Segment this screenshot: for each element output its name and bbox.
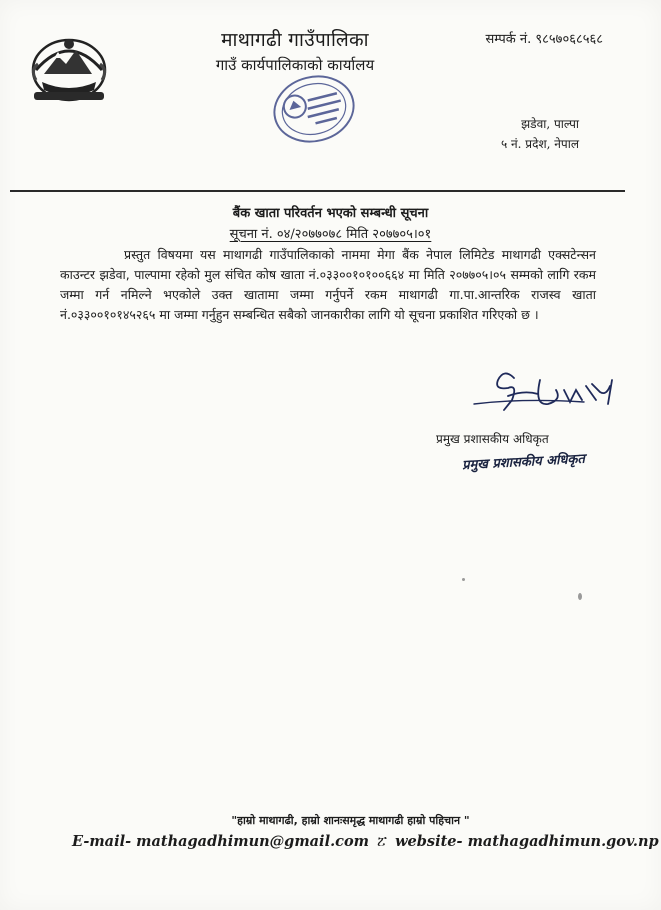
header-divider (10, 190, 625, 192)
paper-speck (462, 578, 465, 581)
signatory-title: प्रमुख प्रशासकीय अधिकृत (436, 432, 549, 446)
footer-email: E-mail- mathagadhimun@gmail.com (72, 833, 369, 850)
address-line-2: ५ नं. प्रदेश, नेपाल (500, 137, 579, 151)
footer-contacts (72, 833, 659, 850)
notice-reference (0, 224, 661, 242)
footer-slogan: "हाम्रो माथागढी, हाम्रो शानःसमृद्ध माथागढी हाम्रो पहिचान " (231, 814, 470, 827)
office-name: गाउँ कार्यपालिकाको कार्यालय (215, 56, 375, 74)
office-stamp-icon (266, 68, 362, 150)
contact-number: सम्पर्क नं. ९८५७०६८५६८ (485, 32, 603, 47)
handwritten-signature-icon (464, 360, 624, 420)
footer-website: website- mathagadhimun.gov.np (395, 833, 659, 850)
address-line-1: झडेवा, पाल्पा (521, 117, 579, 131)
notice-reference-text: सूचना नं. ०४/२०७७०७८ मिति २०७७०५।०१ (229, 227, 432, 242)
notice-subject: बैंक खाता परिवर्तन भएको सम्बन्धी सूचना (232, 206, 429, 221)
notice-body: प्रस्तुत विषयमा यस माथागढी गाउँपालिकाको नाममा मेगा बैंक नेपाल लिमिटेड माथागढी एक्सटेन्सन काउन्टर झडेवा, पाल्पामा रहेको मुल संचित कोष खाता नं.०३३००१०१००६६४ मा मिति २०७७०५।०५ सम्मको लागि रकम जम्मा गर्न नमिल्ने भएकोले उक्त खातामा जम्मा गर्नुपर्ने रकम माथागढी गा.पा.आन्तरिक राजस्व खाता नं.०३३००१०१४५२६५ मा जम्मा गर्नुहुन सम्बन्धित सबैको जानकारीका लागि यो सूचना प्रकाशित गरिएको छ । (60, 247, 596, 322)
paper-speck (578, 593, 582, 600)
org-name: माथागढी गाउँपालिका (221, 29, 369, 51)
signatory-stamp: प्रमुख प्रशासकीय अधिकृत (461, 451, 586, 474)
footer-separator: ፘ (376, 834, 388, 850)
nepal-emblem-icon (24, 30, 114, 108)
